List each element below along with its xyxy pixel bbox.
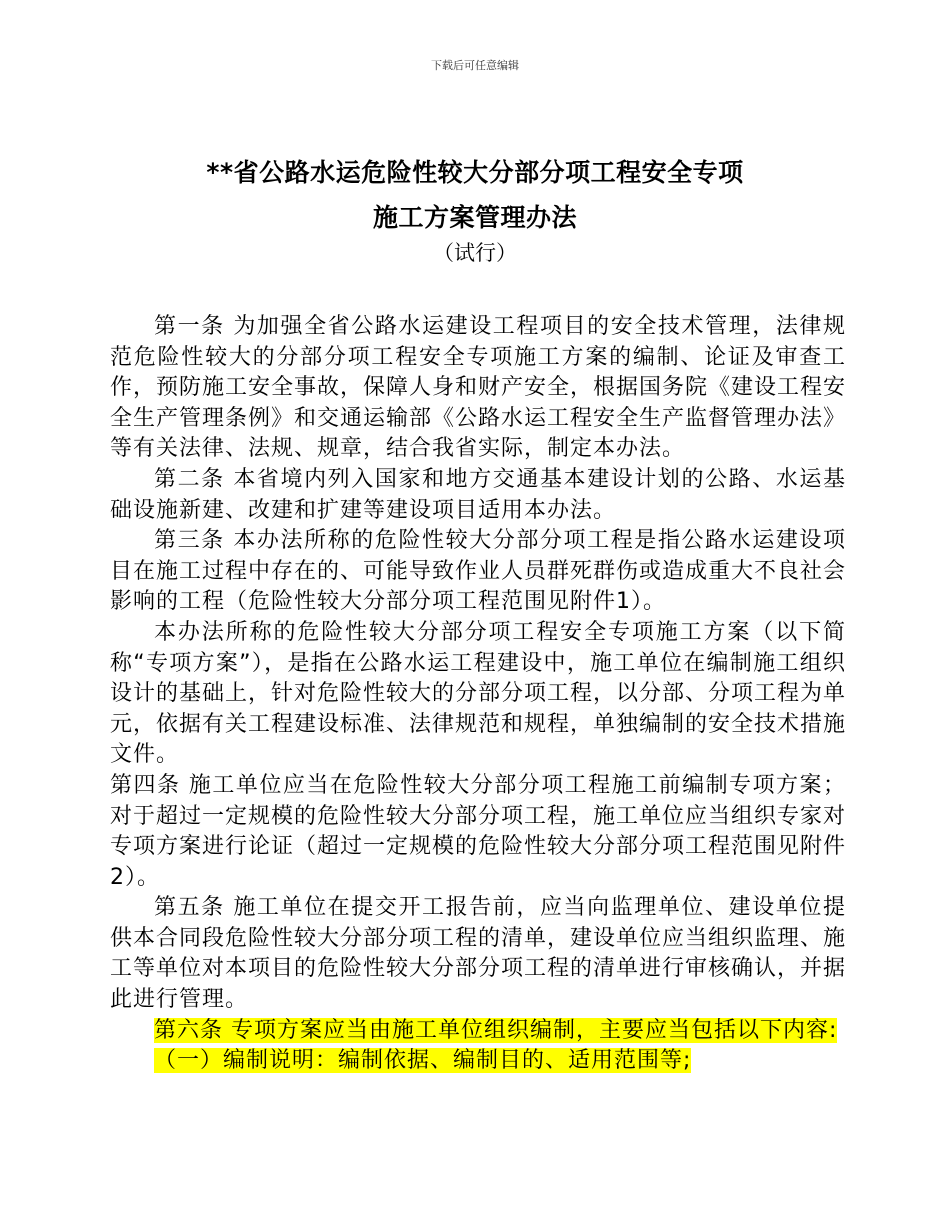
special-plan-definition-paragraph	[110, 618, 846, 771]
article-6-paragraph	[110, 1016, 846, 1047]
article-2-paragraph	[110, 465, 846, 526]
article-4-text: 第四条 施工单位应当在危险性较大分部分项工程施工前编制专项方案；对于超过一定规模的危险性较大分部分项工程，施工单位应当组织专家对专项方案进行论证（超过一定规模的危险性较大分部分项工程范围见附件2）。	[110, 772, 847, 890]
special-plan-definition-text: 本办法所称的危险性较大分部分项工程安全专项施工方案（以下简称“专项方案”），是指在公路水运工程建设中，施工单位在编制施工组织设计的基础上，针对危险性较大的分部分项工程，以分部、分项工程为单元，依据有关工程建设标准、法律规范和规程，单独编制的安全技术措施文件。	[110, 619, 847, 768]
article-5-paragraph	[110, 893, 846, 1015]
article-6-item-1-paragraph	[110, 1046, 846, 1077]
document-subtitle: （试行）	[433, 241, 517, 265]
article-3-paragraph	[110, 526, 846, 618]
document-title-line-1: **省公路水运危险性较大分部分项工程安全专项	[206, 158, 744, 187]
header-note: 下载后可任意编辑	[431, 59, 519, 72]
document-title-line-2: 施工方案管理办法	[372, 203, 577, 232]
document-body	[110, 312, 846, 1077]
article-4-paragraph	[110, 771, 846, 893]
article-3-text: 第三条 本办法所称的危险性较大分部分项工程是指公路水运建设项目在施工过程中存在的、可能导致作业人员群死群伤或造成重大不良社会影响的工程（危险性较大分部分项工程范围见附件1）。	[110, 528, 847, 615]
article-1-text: 第一条 为加强全省公路水运建设工程项目的安全技术管理，法律规范危险性较大的分部分项工程安全专项施工方案的编制、论证及审查工作，预防施工安全事故，保障人身和财产安全，根据国务院《建设工程安全生产管理条例》和交通运输部《公路水运工程安全生产监督管理办法》等有关法律、法规、规章，结合我省实际，制定本办法。	[110, 314, 847, 462]
article-1-paragraph	[110, 312, 846, 465]
article-2-text: 第二条 本省境内列入国家和地方交通基本建设计划的公路、水运基础设施新建、改建和扩建等建设项目适用本办法。	[110, 466, 846, 523]
article-6-text-highlighted: 第六条 专项方案应当由施工单位组织编制，主要应当包括以下内容:	[154, 1017, 838, 1043]
article-6-item-1-text-highlighted: （一）编制说明：编制依据、编制目的、适用范围等;	[154, 1048, 692, 1074]
article-5-text: 第五条 施工单位在提交开工报告前，应当向监理单位、建设单位提供本合同段危险性较大分部分项工程的清单，建设单位应当组织监理、施工等单位对本项目的危险性较大分部分项工程的清单进行审核确认，并据此进行管理。	[110, 895, 847, 1013]
